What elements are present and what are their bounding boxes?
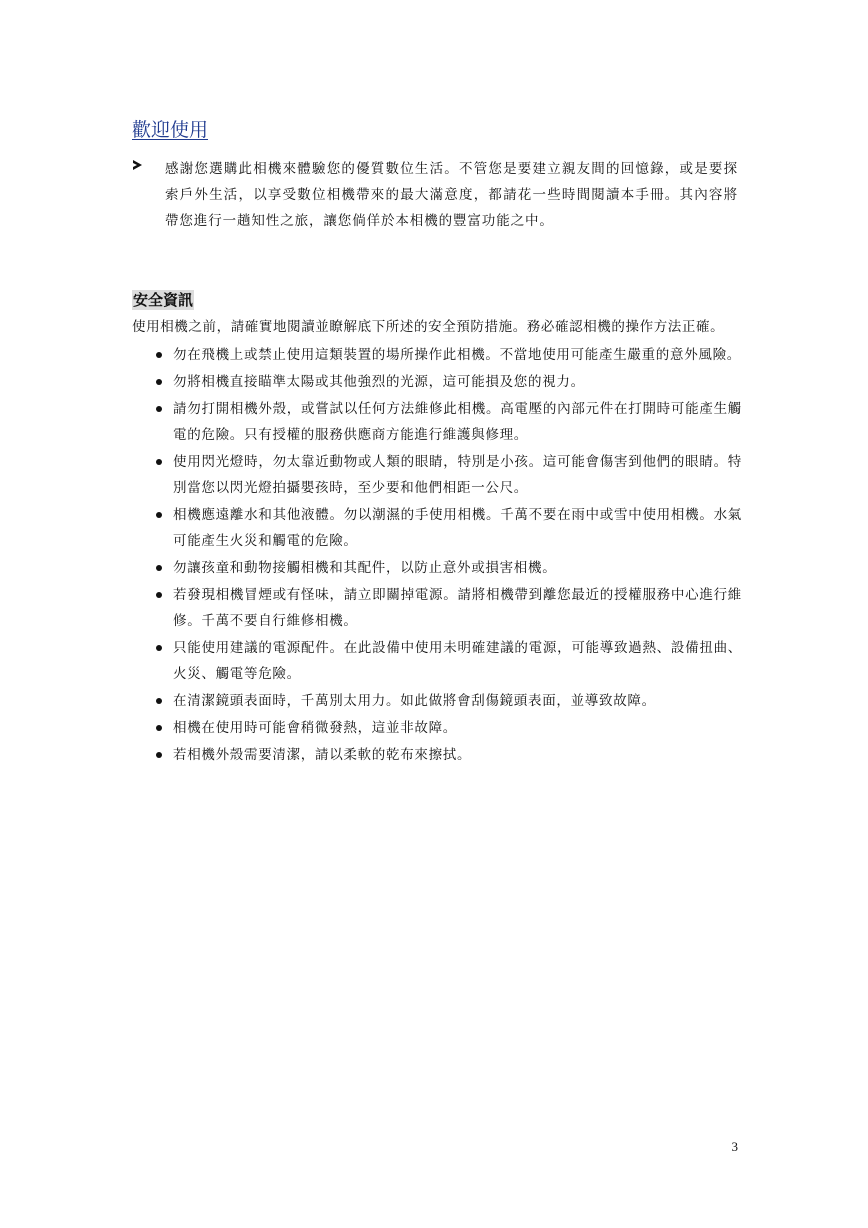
list-item-text: 使用閃光燈時，勿太靠近動物或人類的眼睛，特別是小孩。這可能會傷害到他們的眼睛。特別當您以閃光燈拍攝嬰孩時，至少要和他們相距一公尺。: [173, 454, 742, 496]
list-item-text: 若發現相機冒煙或有怪味，請立即關掉電源。請將相機帶到離您最近的授權服務中心進行維修。千萬不要自行維修相機。: [173, 587, 742, 629]
list-item-text: 勿讓孩童和動物接觸相機和其配件，以防止意外或損害相機。: [173, 560, 557, 576]
bullet-icon: [156, 565, 162, 571]
bullet-icon: [156, 352, 162, 358]
bullet-icon: [156, 645, 162, 651]
list-item: [132, 449, 742, 501]
list-item: [132, 369, 742, 395]
list-item: [132, 342, 742, 368]
welcome-text: 感謝您選購此相機來體驗您的優質數位生活。不管您是要建立親友間的回憶錄，或是要探索戶外生活，以享受數位相機帶來的最大滿意度，都請花一些時間閱讀本手冊。其內容將帶您進行一趟知性之旅，讓您倘佯於本相機的豐富功能之中。: [165, 161, 738, 229]
bullet-icon: [156, 725, 162, 731]
list-item: [132, 742, 742, 768]
list-item-text: 若相機外殼需要清潔，請以柔軟的乾布來擦拭。: [173, 747, 472, 763]
list-item-text: 請勿打開相機外殼，或嘗試以任何方法維修此相機。高電壓的內部元件在打開時可能產生觸電的危險。只有授權的服務供應商方能進行維護與修理。: [173, 401, 742, 443]
list-item-text: 勿將相機直接瞄準太陽或其他強烈的光源，這可能損及您的視力。: [173, 374, 585, 390]
list-item-text: 只能使用建議的電源配件。在此設備中使用未明確建議的電源，可能導致過熱、設備扭曲、火災、觸電等危險。: [173, 640, 742, 682]
list-item: [132, 555, 742, 581]
safety-heading: 安全資訊: [133, 291, 194, 309]
list-item-text: 在清潔鏡頭表面時，千萬別太用力。如此做將會刮傷鏡頭表面，並導致故障。: [173, 693, 656, 709]
arrow-bullet-icon: [133, 160, 142, 170]
safety-list: [132, 342, 742, 769]
welcome-heading: 歡迎使用: [132, 119, 209, 141]
list-item: [132, 396, 742, 448]
welcome-paragraph: [132, 156, 738, 234]
list-item: [132, 715, 742, 741]
list-item-text: 相機在使用時可能會稍微發熱，這並非故障。: [173, 720, 457, 736]
bullet-icon: [156, 698, 162, 704]
list-item-text: 勿在飛機上或禁止使用這類裝置的場所操作此相機。不當地使用可能產生嚴重的意外風險。: [173, 347, 741, 363]
list-item: [132, 502, 742, 554]
bullet-icon: [156, 379, 162, 385]
list-item-text: 相機應遠離水和其他液體。勿以潮濕的手使用相機。千萬不要在雨中或雪中使用相機。水氣可能產生火災和觸電的危險。: [173, 507, 742, 549]
bullet-icon: [156, 512, 162, 518]
bullet-icon: [156, 752, 162, 758]
list-item: [132, 688, 742, 714]
safety-intro: 使用相機之前，請確實地閱讀並瞭解底下所述的安全預防措施。務必確認相機的操作方法正確。: [132, 319, 725, 335]
bullet-icon: [156, 592, 162, 598]
list-item: [132, 635, 742, 687]
list-item: [132, 582, 742, 634]
bullet-icon: [156, 406, 162, 412]
bullet-icon: [156, 459, 162, 465]
page-number: 3: [731, 1139, 738, 1154]
